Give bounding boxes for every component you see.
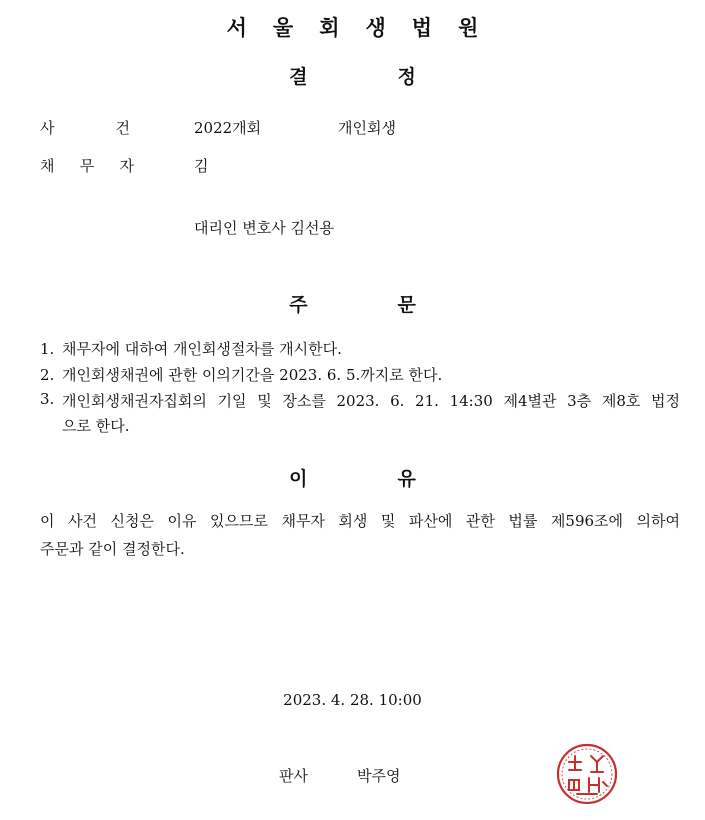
judge-name: 박주영	[357, 767, 401, 785]
order-item-number: 3.	[40, 390, 55, 408]
case-number: 2022개회	[194, 119, 262, 137]
order-item	[40, 390, 680, 411]
case-type: 개인회생	[338, 119, 396, 137]
debtor-label	[40, 155, 134, 176]
order-heading-char-1: 주	[289, 294, 308, 316]
order-item-text: 개인회생채권에 관한 이의기간을 2023. 6. 5.까지로 한다.	[62, 366, 443, 384]
order-item-text: 개인회생채권자집회의 기일 및 장소를 2023. 6. 21. 14:30 제4별관 3층 제8호 법정	[62, 392, 680, 410]
document-title-char-2: 정	[397, 66, 416, 88]
reason-heading-char-1: 이	[289, 468, 308, 490]
case-label	[40, 117, 130, 138]
reason-heading	[0, 464, 705, 491]
court-name: 서울회생법원	[226, 16, 505, 40]
decision-datetime: 2023. 4. 28. 10:00	[283, 691, 422, 709]
reason-line: 주문과 같이 결정한다.	[40, 540, 185, 558]
debtor-label-char: 자	[119, 157, 134, 175]
document-title	[0, 62, 705, 89]
debtor-agent: 대리인 변호사 김선용	[194, 219, 334, 237]
order-item-number: 2.	[40, 366, 55, 384]
court-seal-icon	[555, 742, 619, 806]
debtor-label-char: 무	[79, 157, 95, 175]
debtor-name: 김	[194, 157, 209, 175]
order-item	[40, 338, 342, 359]
judge-title: 판사	[279, 767, 308, 785]
debtor-label-char: 채	[40, 157, 55, 175]
document-title-char-1: 결	[289, 66, 308, 88]
order-heading	[0, 290, 705, 317]
case-label-char: 사	[40, 119, 55, 137]
order-item	[40, 364, 442, 385]
order-item-number: 1.	[40, 340, 55, 358]
reason-line: 이 사건 신청은 이유 있으므로 채무자 회생 및 파산에 관한 법률 제596조에 의하여	[40, 512, 680, 530]
reason-heading-char-2: 유	[397, 468, 416, 490]
case-label-char: 건	[115, 119, 130, 137]
order-item-continuation: 으로 한다.	[62, 417, 130, 435]
order-item-text: 채무자에 대하여 개인회생절차를 개시한다.	[62, 340, 342, 358]
order-heading-char-2: 문	[397, 294, 416, 316]
